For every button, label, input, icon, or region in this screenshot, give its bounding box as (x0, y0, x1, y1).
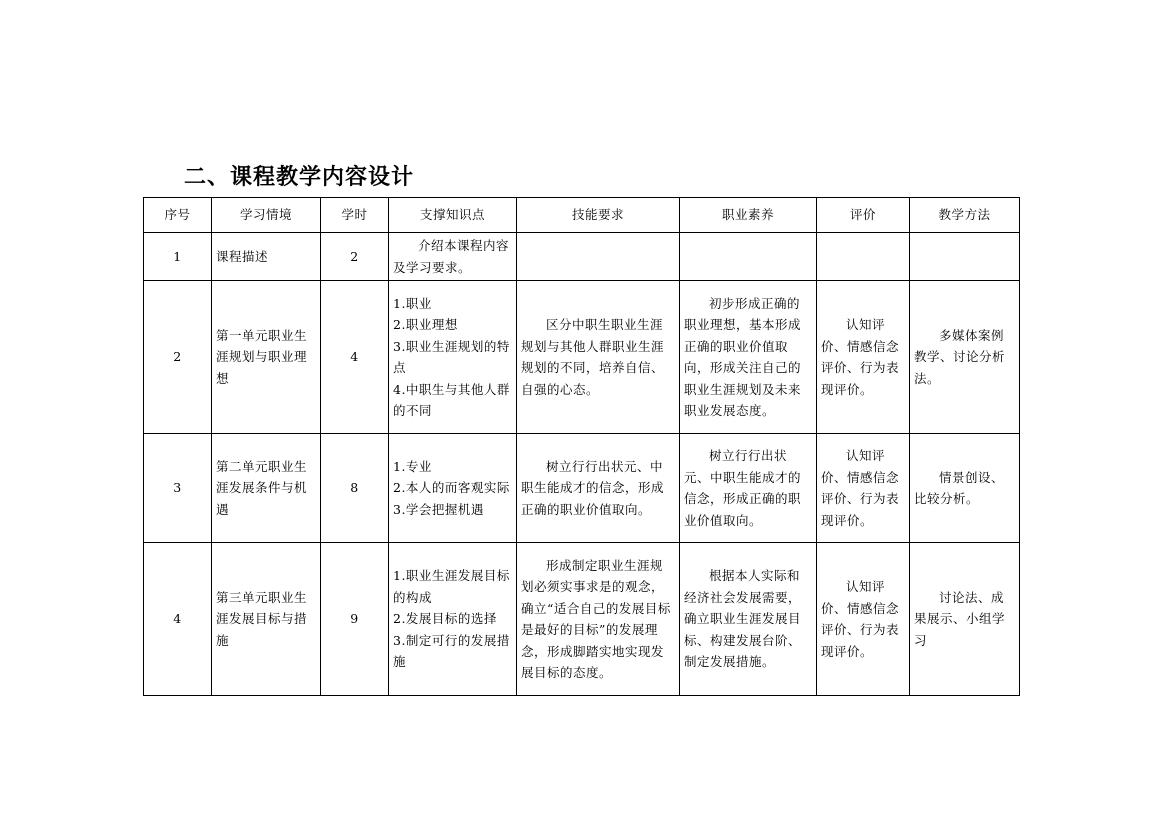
header-situation: 学习情境 (212, 198, 321, 233)
cell-hours: 8 (321, 434, 389, 543)
cell-literacy (680, 233, 817, 281)
cell-situation: 第二单元职业生涯发展条件与机遇 (212, 434, 321, 543)
cell-hours: 4 (321, 281, 389, 434)
cell-evaluation: 认知评价、情感信念评价、行为表现评价。 (817, 543, 910, 696)
page-title: 二、课程教学内容设计 (184, 165, 415, 190)
header-evaluation: 评价 (817, 198, 910, 233)
cell-method: 讨论法、成果展示、小组学习 (910, 543, 1020, 696)
cell-situation: 课程描述 (212, 233, 321, 281)
table-row (144, 281, 1020, 434)
cell-literacy: 初步形成正确的职业理想，基本形成正确的职业价值取向，形成关注自己的职业生涯规划及未来职业发展态度。 (680, 281, 817, 434)
cell-skills: 树立行行出状元、中职生能成才的信念，形成正确的职业价值取向。 (517, 434, 680, 543)
cell-evaluation: 认知评价、情感信念评价、行为表现评价。 (817, 434, 910, 543)
cell-knowledge: 1.职业生涯发展目标的构成 2.发展目标的选择 3.制定可行的发展措施 (389, 543, 517, 696)
cell-evaluation: 认知评价、情感信念评价、行为表现评价。 (817, 281, 910, 434)
header-skills: 技能要求 (517, 198, 680, 233)
cell-method (910, 233, 1020, 281)
cell-knowledge: 1.专业 2.本人的而客观实际 3.学会把握机遇 (389, 434, 517, 543)
header-literacy: 职业素养 (680, 198, 817, 233)
cell-no: 2 (144, 281, 212, 434)
cell-evaluation (817, 233, 910, 281)
cell-skills (517, 233, 680, 281)
cell-literacy: 根据本人实际和经济社会发展需要，确立职业生涯发展目标、构建发展台阶、制定发展措施。 (680, 543, 817, 696)
cell-no: 4 (144, 543, 212, 696)
course-content-table (143, 197, 1020, 696)
cell-literacy: 树立行行出状元、中职生能成才的信念，形成正确的职业价值取向。 (680, 434, 817, 543)
cell-hours: 2 (321, 233, 389, 281)
header-method: 教学方法 (910, 198, 1020, 233)
cell-situation: 第三单元职业生涯发展目标与措施 (212, 543, 321, 696)
header-knowledge: 支撑知识点 (389, 198, 517, 233)
header-no: 序号 (144, 198, 212, 233)
cell-skills: 形成制定职业生涯规划必须实事求是的观念，确立“适合自己的发展目标是最好的目标”的发展理念，形成脚踏实地实现发展目标的态度。 (517, 543, 680, 696)
cell-method: 情景创设、比较分析。 (910, 434, 1020, 543)
cell-knowledge: 介绍本课程内容及学习要求。 (389, 233, 517, 281)
table-header-row (144, 198, 1020, 233)
table-row (144, 434, 1020, 543)
cell-method: 多媒体案例教学、讨论分析法。 (910, 281, 1020, 434)
cell-no: 1 (144, 233, 212, 281)
table-row (144, 233, 1020, 281)
cell-skills: 区分中职生职业生涯规划与其他人群职业生涯规划的不同，培养自信、自强的心态。 (517, 281, 680, 434)
header-hours: 学时 (321, 198, 389, 233)
table-row (144, 543, 1020, 696)
cell-knowledge: 1.职业 2.职业理想 3.职业生涯规划的特点 4.中职生与其他人群的不同 (389, 281, 517, 434)
cell-hours: 9 (321, 543, 389, 696)
cell-situation: 第一单元职业生涯规划与职业理想 (212, 281, 321, 434)
cell-no: 3 (144, 434, 212, 543)
